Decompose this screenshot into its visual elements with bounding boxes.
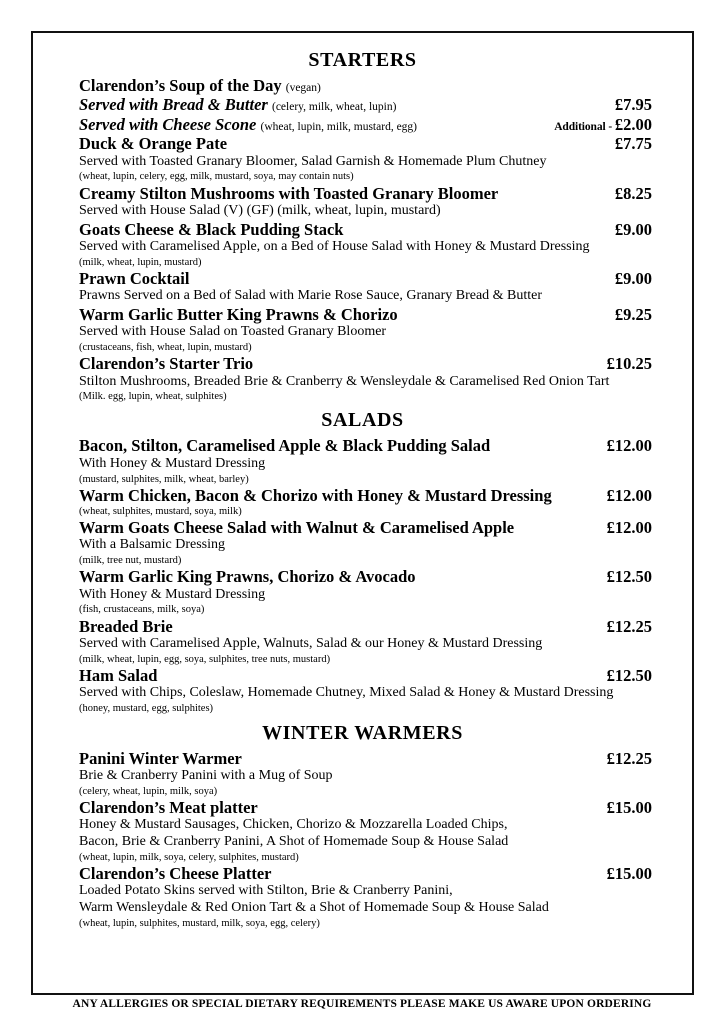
menu-item-allergens: (wheat, lupin, milk, soya, celery, sulphites, mustard) [79, 852, 299, 864]
menu-item-price [615, 220, 674, 239]
menu-item-title [79, 436, 490, 455]
menu-item-allergens: (crustaceans, fish, wheat, lupin, mustard) [79, 342, 252, 354]
menu-item-title [79, 220, 343, 239]
menu-item-allergens: (celery, wheat, lupin, milk, soya) [79, 786, 218, 798]
menu-item-description: With Honey & Mustard Dressing [79, 455, 266, 471]
menu-sections [51, 50, 674, 930]
menu-item-title-text: Clarendon’s Cheese Platter [79, 864, 272, 884]
menu-item-description: Served with Caramelised Apple, on a Bed of House Salad with Honey & Mustard Dressing [79, 238, 590, 254]
menu-item-description: Served with Toasted Granary Bloomer, Salad Garnish & Homemade Plum Chutney [79, 153, 547, 169]
menu-item-price [607, 798, 674, 817]
menu-item-row [79, 666, 674, 685]
menu-item [79, 134, 674, 183]
menu-item-title [79, 134, 227, 153]
menu-item-row [79, 354, 674, 373]
menu-item-description: Honey & Mustard Sausages, Chicken, Chorizo & Mozzarella Loaded Chips, [79, 817, 508, 833]
menu-item-price [615, 184, 674, 203]
menu-item-price [607, 486, 674, 505]
menu-item-description-line2: Bacon, Brie & Cranberry Panini, A Shot of Homemade Soup & House Salad [79, 834, 509, 850]
menu-item [79, 567, 674, 616]
menu-item-allergens: (wheat, lupin, celery, egg, milk, mustard, soya, may contain nuts) [79, 171, 354, 183]
menu-item-row [79, 749, 674, 768]
menu-item-title-text: Creamy Stilton Mushrooms with Toasted Granary Bloomer [79, 183, 499, 203]
menu-item-title [79, 486, 552, 505]
menu-item-title-note: (celery, milk, wheat, lupin) [271, 101, 397, 114]
menu-item-row [79, 269, 674, 288]
price-amount: £15.00 [606, 798, 652, 818]
menu-item-title [79, 864, 271, 883]
menu-item-title-text: Served with Cheese Scone [79, 114, 257, 134]
menu-item [79, 76, 674, 95]
menu-item-row [79, 95, 674, 114]
section-heading: WINTER WARMERS [262, 721, 463, 744]
price-amount: £2.00 [614, 114, 652, 134]
menu-item [79, 220, 674, 269]
price-amount: £12.00 [606, 518, 652, 538]
price-amount: £8.25 [614, 183, 652, 203]
menu-item-title-text: Warm Goats Cheese Salad with Walnut & Caramelised Apple [79, 518, 515, 538]
menu-item-description: Served with House Salad on Toasted Granary Bloomer [79, 324, 387, 340]
menu-item-price [607, 518, 674, 537]
menu-item-title [79, 269, 189, 288]
price-amount: £7.75 [614, 134, 652, 154]
menu-item-title-text: Goats Cheese & Black Pudding Stack [79, 219, 344, 239]
menu-item-list [51, 436, 674, 715]
menu-item-price [607, 864, 674, 883]
menu-item-description: Stilton Mushrooms, Breaded Brie & Cranberry & Wensleydale & Caramelised Red Onion Tart [79, 373, 610, 389]
menu-item-price [607, 749, 674, 768]
menu-item [79, 798, 674, 864]
menu-item-description: Prawns Served on a Bed of Salad with Marie Rose Sauce, Granary Bread & Butter [79, 288, 543, 304]
menu-item [79, 269, 674, 305]
menu-item-title [79, 749, 242, 768]
menu-item-row [79, 486, 674, 505]
menu-item [79, 184, 674, 220]
menu-item-description: Loaded Potato Skins served with Stilton, Brie & Cranberry Panini, [79, 883, 453, 899]
menu-item-price [554, 115, 674, 134]
menu-item-allergens: (honey, mustard, egg, sulphites) [79, 702, 214, 714]
menu-item-row [79, 567, 674, 586]
menu-item-title-text: Clarendon’s Soup of the Day [79, 76, 282, 95]
menu-item-row [79, 436, 674, 455]
menu-item [79, 666, 674, 715]
menu-item [79, 95, 674, 114]
price-amount: £12.25 [606, 616, 652, 636]
section-heading: SALADS [321, 409, 404, 432]
menu-item-title-text: Ham Salad [79, 665, 158, 685]
menu-item-price [615, 269, 674, 288]
menu-item-row [79, 305, 674, 324]
price-amount: £9.25 [614, 304, 652, 324]
menu-item-row [79, 798, 674, 817]
menu-item [79, 518, 674, 567]
menu-item-title-text: Warm Chicken, Bacon & Chorizo with Honey & Mustard Dressing [79, 485, 552, 505]
menu-item-title-text: Clarendon’s Starter Trio [79, 354, 254, 374]
menu-item-description: With Honey & Mustard Dressing [79, 586, 266, 602]
menu-item-title-text: Warm Garlic King Prawns, Chorizo & Avocado [79, 567, 416, 587]
menu-item-allergens: (mustard, sulphites, milk, wheat, barley) [79, 473, 249, 485]
menu-item-title [79, 95, 396, 114]
menu-frame [31, 31, 694, 995]
menu-item-price [607, 666, 674, 685]
menu-item-title [79, 518, 514, 537]
price-amount: £9.00 [614, 268, 652, 288]
menu-item-description: Served with Caramelised Apple, Walnuts, Salad & our Honey & Mustard Dressing [79, 635, 543, 651]
menu-item [79, 115, 674, 134]
menu-item-row [79, 184, 674, 203]
menu-item [79, 305, 674, 354]
menu-item-title-note: (vegan) [285, 82, 321, 94]
menu-item-row [79, 220, 674, 239]
menu-item-title [79, 184, 498, 203]
menu-item [79, 749, 674, 798]
menu-item-price [607, 354, 674, 373]
price-amount: £9.00 [614, 219, 652, 239]
price-amount: £7.95 [614, 95, 652, 115]
menu-item-title [79, 354, 253, 373]
menu-item-list [51, 76, 674, 403]
menu-item-title-text: Clarendon’s Meat platter [79, 798, 258, 818]
menu-item [79, 436, 674, 485]
menu-item [79, 486, 674, 518]
menu-item-price [607, 436, 674, 455]
menu-item-allergens: (milk, tree nut, mustard) [79, 555, 182, 567]
menu-item-row [79, 617, 674, 636]
menu-item-row [79, 518, 674, 537]
menu-item [79, 864, 674, 930]
menu-item-price [615, 95, 674, 114]
menu-item-title-text: Prawn Cocktail [79, 268, 190, 288]
menu-item-title-note: (wheat, lupin, milk, mustard, egg) [260, 120, 417, 133]
price-prefix: Additional - [554, 120, 615, 133]
price-amount: £12.00 [606, 436, 652, 456]
menu-item-row [79, 76, 674, 95]
menu-item-description-line2: Warm Wensleydale & Red Onion Tart & a Shot of Homemade Soup & House Salad [79, 900, 549, 916]
menu-item-title-text: Breaded Brie [79, 616, 173, 636]
menu-item-description: Served with House Salad (V) (GF) (milk, wheat, lupin, mustard) [79, 202, 441, 218]
price-amount: £12.00 [606, 485, 652, 505]
section-heading: STARTERS [308, 49, 417, 71]
price-amount: £12.25 [606, 748, 652, 768]
menu-item-allergens: (wheat, sulphites, mustard, soya, milk) [79, 505, 242, 517]
menu-item-list [51, 749, 674, 930]
menu-item-title [79, 305, 398, 324]
menu-item-title-text: Bacon, Stilton, Caramelised Apple & Black Pudding Salad [79, 436, 491, 456]
menu-item-title-text: Served with Bread & Butter [79, 95, 268, 115]
menu-item-row [79, 134, 674, 153]
price-amount: £15.00 [606, 864, 652, 884]
menu-item-title [79, 567, 416, 586]
menu-item-allergens: (wheat, lupin, sulphites, mustard, milk, soya, egg, celery) [79, 918, 320, 930]
price-amount: £10.25 [606, 354, 652, 374]
menu-item-title-text: Warm Garlic Butter King Prawns & Chorizo [79, 304, 398, 324]
menu-item-allergens: (fish, crustaceans, milk, soya) [79, 604, 205, 616]
menu-item-title [79, 666, 157, 685]
menu-item-description: Served with Chips, Coleslaw, Homemade Chutney, Mixed Salad & Honey & Mustard Dressing [79, 685, 614, 701]
menu-item-price [615, 305, 674, 324]
menu-item-title [79, 115, 417, 134]
menu-item-price [607, 567, 674, 586]
menu-item-row [79, 115, 674, 134]
menu-item-title-text: Duck & Orange Pate [79, 134, 228, 154]
menu-item-title [79, 798, 258, 817]
menu-item-allergens: (milk, wheat, lupin, egg, soya, sulphites, tree nuts, mustard) [79, 653, 331, 665]
menu-item-description: With a Balsamic Dressing [79, 537, 226, 553]
menu-item-price [607, 617, 674, 636]
menu-item-title [79, 76, 321, 95]
menu-item-row [79, 864, 674, 883]
menu-item-price [615, 134, 674, 153]
menu-item [79, 354, 674, 403]
menu-item [79, 617, 674, 666]
price-amount: £12.50 [606, 567, 652, 587]
menu-item-title [79, 617, 173, 636]
menu-item-description: Brie & Cranberry Panini with a Mug of Soup [79, 768, 333, 784]
menu-item-allergens: (milk, wheat, lupin, mustard) [79, 256, 202, 268]
menu-item-title-text: Panini Winter Warmer [79, 748, 242, 768]
allergy-notice: ANY ALLERGIES OR SPECIAL DIETARY REQUIREMENTS PLEASE MAKE US AWARE UPON ORDERING [72, 998, 652, 1010]
menu-item-allergens: (Milk. egg, lupin, wheat, sulphites) [79, 391, 227, 403]
price-amount: £12.50 [606, 665, 652, 685]
